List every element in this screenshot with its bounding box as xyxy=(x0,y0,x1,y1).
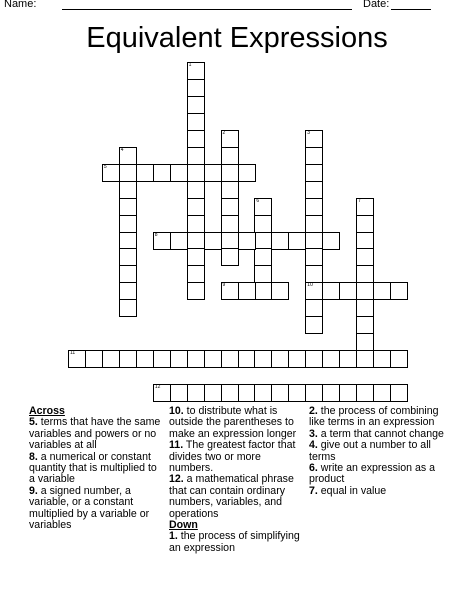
grid-cell[interactable] xyxy=(373,350,391,368)
grid-cell[interactable] xyxy=(322,384,340,402)
grid-cell[interactable] xyxy=(271,232,289,250)
grid-cell[interactable] xyxy=(356,384,374,402)
grid-cell[interactable] xyxy=(238,164,256,182)
clue-across-8: 8. a numerical or constant quantity that is multiplied to a variable xyxy=(29,450,157,486)
across-heading: Across xyxy=(29,405,65,417)
grid-cell[interactable] xyxy=(305,164,323,182)
grid-cell[interactable] xyxy=(254,215,272,233)
grid-cell[interactable] xyxy=(305,198,323,216)
grid-cell[interactable] xyxy=(305,384,323,402)
down-heading: Down xyxy=(169,519,198,532)
grid-cell[interactable] xyxy=(271,384,289,402)
grid-cell[interactable] xyxy=(390,384,408,402)
grid-cell[interactable] xyxy=(356,198,374,216)
clue-across-9: 9. a signed number, a variable, or a constant multiplied by a variable or variables xyxy=(29,484,150,532)
grid-cell[interactable] xyxy=(68,350,86,368)
grid-cell[interactable] xyxy=(221,215,239,233)
grid-cell[interactable] xyxy=(288,232,306,250)
grid-cell[interactable] xyxy=(102,350,120,368)
clue-down-3: 3. a term that cannot change xyxy=(309,427,444,440)
date-label: Date: xyxy=(363,0,390,10)
grid-cell[interactable] xyxy=(221,248,239,266)
grid-cell[interactable] xyxy=(221,384,239,402)
grid-cell[interactable] xyxy=(221,164,239,182)
grid-cell[interactable] xyxy=(119,198,137,216)
name-label: Name: xyxy=(4,0,37,10)
grid-cell[interactable] xyxy=(187,198,205,216)
grid-cell[interactable] xyxy=(119,147,137,165)
header xyxy=(0,0,474,16)
clue-number: 3 xyxy=(307,129,311,136)
clue-number: 5 xyxy=(103,163,107,170)
grid-cell[interactable] xyxy=(187,384,205,402)
grid-cell[interactable] xyxy=(322,282,340,300)
grid-cell[interactable] xyxy=(119,265,137,283)
grid-cell[interactable] xyxy=(305,282,323,300)
grid-cell[interactable] xyxy=(305,316,323,334)
grid-cell[interactable] xyxy=(339,350,357,368)
grid-cell[interactable] xyxy=(288,384,306,402)
clue-number: 1 xyxy=(188,62,192,68)
grid-cell[interactable] xyxy=(153,384,171,402)
clues-column-3 xyxy=(309,406,447,497)
grid-cell[interactable] xyxy=(305,147,323,165)
grid-cell[interactable] xyxy=(390,282,408,300)
grid-cell[interactable] xyxy=(271,282,289,300)
grid-cell[interactable] xyxy=(356,215,374,233)
grid-cell[interactable] xyxy=(254,198,272,216)
grid-cell[interactable] xyxy=(119,232,137,250)
grid-cell[interactable] xyxy=(221,181,239,199)
clue-down-7: 7. equal in value xyxy=(309,484,387,497)
grid-cell[interactable] xyxy=(187,350,205,368)
grid-cell[interactable] xyxy=(204,350,222,368)
grid-cell[interactable] xyxy=(356,232,374,250)
grid-cell[interactable] xyxy=(356,265,374,283)
grid-cell[interactable] xyxy=(390,350,408,368)
grid-cell[interactable] xyxy=(373,282,391,300)
grid-cell[interactable] xyxy=(305,181,323,199)
grid-cell[interactable] xyxy=(187,130,205,148)
grid-cell[interactable] xyxy=(136,164,154,182)
grid-cell[interactable] xyxy=(305,232,323,250)
grid-cell[interactable] xyxy=(170,350,188,368)
grid-cell[interactable] xyxy=(187,181,205,199)
grid-cell[interactable] xyxy=(238,350,256,368)
grid-cell[interactable] xyxy=(204,384,222,402)
clue-across-12: 12. a mathematical phrase that can contain ordinary numbers, variables, and operations xyxy=(169,473,294,520)
grid-cell[interactable] xyxy=(187,147,205,165)
grid-cell[interactable] xyxy=(254,282,272,300)
grid-cell[interactable] xyxy=(187,164,205,182)
clues-column-2 xyxy=(169,406,304,554)
clue-down-2: 2. the process of combining like terms in an expression xyxy=(309,405,439,429)
grid-cell[interactable] xyxy=(322,350,340,368)
clue-number: 10 xyxy=(307,282,313,289)
grid-cell[interactable] xyxy=(322,232,340,250)
grid-cell[interactable] xyxy=(356,248,374,266)
grid-cell[interactable] xyxy=(254,248,272,266)
grid-cell[interactable] xyxy=(170,232,188,250)
clue-down-4: 4. give out a number to all terms xyxy=(309,439,431,463)
grid-cell[interactable] xyxy=(254,384,272,402)
grid-cell[interactable] xyxy=(356,299,374,317)
name-field[interactable] xyxy=(62,9,352,10)
grid-cell[interactable] xyxy=(187,232,205,250)
grid-cell[interactable] xyxy=(136,350,154,368)
grid-cell[interactable] xyxy=(254,265,272,283)
grid-cell[interactable] xyxy=(221,130,239,148)
grid-cell[interactable] xyxy=(119,248,137,266)
date-field[interactable] xyxy=(391,9,431,10)
clue-number: 2 xyxy=(222,129,226,136)
clue-across-11: 11. The greatest factor that divides two or more numbers. xyxy=(169,439,296,475)
clue-across-10: 10. to distribute what is outside the parentheses to make an expression longer xyxy=(169,405,297,440)
grid-cell[interactable] xyxy=(254,350,272,368)
grid-cell[interactable] xyxy=(187,265,205,283)
grid-cell[interactable] xyxy=(356,333,374,351)
page-title: Equivalent Expressions xyxy=(86,22,388,54)
clue-across-5: 5. terms that have the same variables and powers or no variables at all xyxy=(29,416,161,452)
clue-number: 12 xyxy=(154,384,161,391)
grid-cell[interactable] xyxy=(271,350,289,368)
grid-cell[interactable] xyxy=(305,215,323,233)
grid-cell[interactable] xyxy=(153,232,171,250)
grid-cell[interactable] xyxy=(339,282,357,300)
grid-cell[interactable] xyxy=(373,384,391,402)
grid-cell[interactable] xyxy=(305,299,323,317)
grid-cell[interactable] xyxy=(204,164,222,182)
clue-number: 8 xyxy=(154,231,158,238)
clue-down-1: 1. the process of simplifying an expression xyxy=(169,530,300,554)
grid-cell[interactable] xyxy=(119,181,137,199)
grid-cell[interactable] xyxy=(305,350,323,368)
grid-cell[interactable] xyxy=(221,350,239,368)
grid-cell[interactable] xyxy=(356,282,374,300)
grid-cell[interactable] xyxy=(187,96,205,114)
grid-cell[interactable] xyxy=(305,248,323,266)
grid-cell[interactable] xyxy=(339,384,357,402)
grid-cell[interactable] xyxy=(187,248,205,266)
grid-cell[interactable] xyxy=(221,147,239,165)
clues-column-1 xyxy=(29,406,165,531)
grid-cell[interactable] xyxy=(153,164,171,182)
grid-cell[interactable] xyxy=(85,350,103,368)
grid-cell[interactable] xyxy=(187,79,205,97)
clue-number: 7 xyxy=(358,197,361,204)
grid-cell[interactable] xyxy=(238,232,256,250)
grid-cell[interactable] xyxy=(187,215,205,233)
grid-cell[interactable] xyxy=(221,232,239,250)
grid-cell[interactable] xyxy=(305,265,323,283)
grid-cell[interactable] xyxy=(119,215,137,233)
grid-cell[interactable] xyxy=(221,198,239,216)
grid-cell[interactable] xyxy=(288,350,306,368)
grid-cell[interactable] xyxy=(153,350,171,368)
grid-cell[interactable] xyxy=(254,232,272,250)
grid-cell[interactable] xyxy=(170,164,188,182)
clue-number: 9 xyxy=(222,282,226,289)
grid-cell[interactable] xyxy=(187,282,205,300)
clue-number: 11 xyxy=(70,350,76,357)
grid-cell[interactable] xyxy=(170,384,188,402)
grid-cell[interactable] xyxy=(238,384,256,402)
grid-cell[interactable] xyxy=(119,164,137,182)
clue-down-6: 6. write an expression as a product xyxy=(309,462,436,486)
grid-cell[interactable] xyxy=(221,282,239,300)
grid-cell[interactable] xyxy=(356,316,374,334)
grid-cell[interactable] xyxy=(119,350,137,368)
grid-cell[interactable] xyxy=(204,232,222,250)
grid-cell[interactable] xyxy=(119,282,137,300)
grid-cell[interactable] xyxy=(356,350,374,368)
clue-number: 6 xyxy=(256,197,260,204)
clue-number: 4 xyxy=(120,146,124,153)
grid-cell[interactable] xyxy=(119,299,137,317)
grid-cell[interactable] xyxy=(187,113,205,131)
grid-cell[interactable] xyxy=(102,164,120,182)
grid-cell[interactable] xyxy=(187,62,205,80)
grid-cell[interactable] xyxy=(305,130,323,148)
grid-cell[interactable] xyxy=(238,282,256,300)
